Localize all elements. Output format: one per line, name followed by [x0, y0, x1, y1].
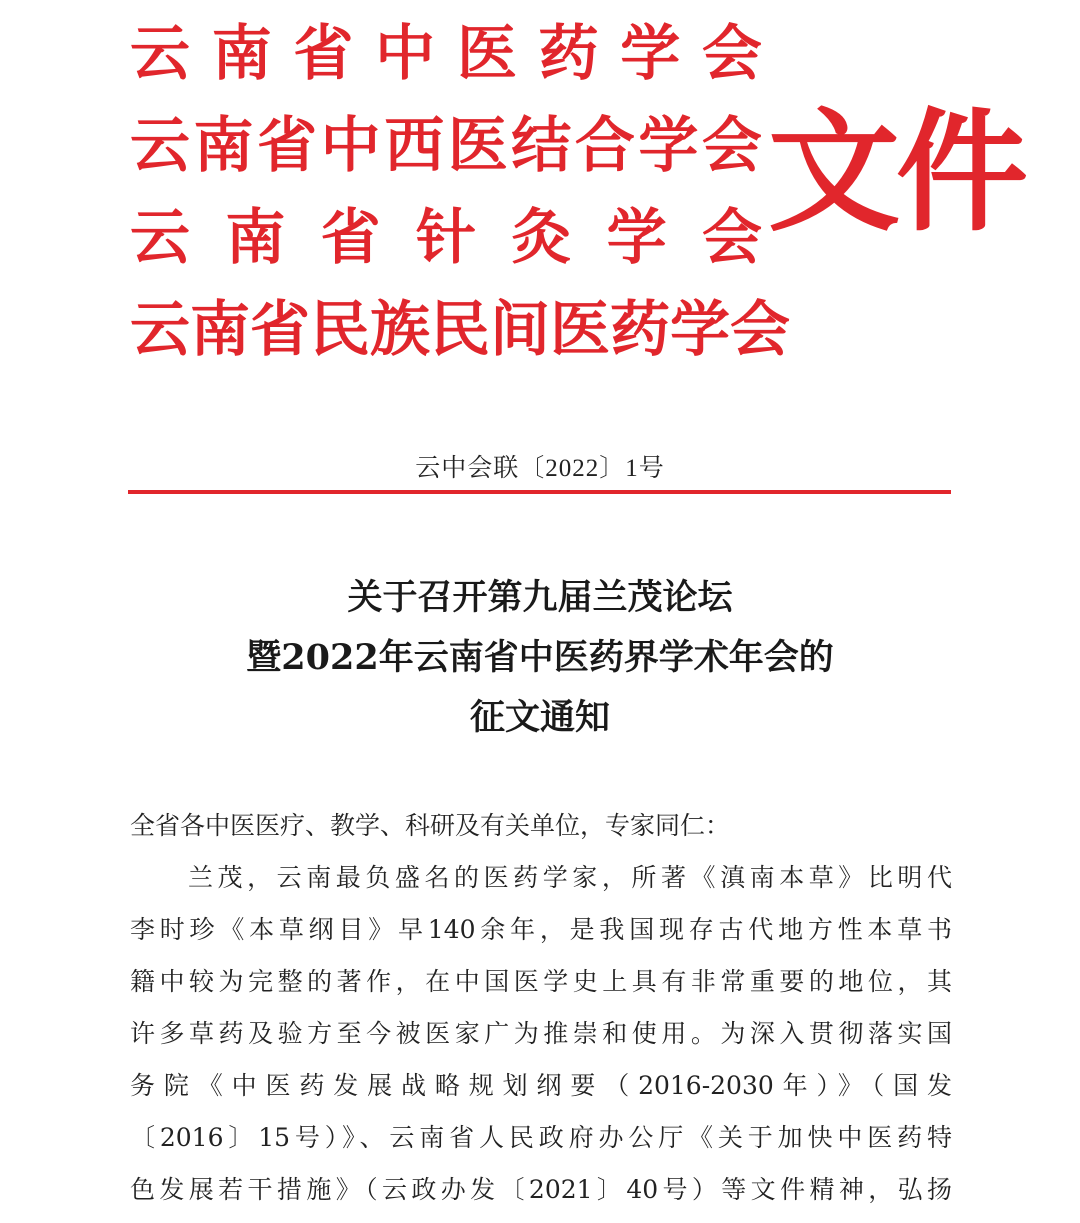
title-line-2: 暨2022年云南省中医药界学术年会的 — [246, 637, 834, 678]
issuing-organizations — [130, 8, 790, 376]
document-type-word: 文件 — [768, 95, 1024, 250]
title-line-1: 关于召开第九届兰茂论坛 — [347, 577, 733, 618]
paragraph-line-5: 务院《中医药发展战略规划纲要（2016-2030年）》（国发 — [130, 1071, 952, 1100]
paragraph-line-3: 籍中较为完整的著作，在中国医学史上具有非常重要的地位，其 — [130, 967, 952, 996]
notice-title — [0, 568, 1080, 748]
paragraph-line-2: 李时珍《本草纲目》早140余年，是我国现存古代地方性本草书 — [130, 915, 952, 944]
title-line-3: 征文通知 — [469, 697, 610, 738]
red-separator-line — [128, 490, 951, 494]
document-number: 云中会联〔2022〕1号 — [415, 455, 665, 482]
paragraph-line-7: 色发展若干措施》（云政办发〔2021〕40号）等文件精神，弘扬 — [130, 1175, 952, 1204]
salutation: 全省各中医医疗、教学、科研及有关单位，专家同仁： — [130, 811, 731, 840]
notice-body — [130, 800, 952, 1216]
org-line-1: 云 南 省 中 医 药 学 会 — [130, 19, 762, 89]
org-line-4: 云 南 省 民 族 民 间 医 药 学 会 — [130, 295, 790, 365]
paragraph-line-1: 兰茂，云南最负盛名的医药学家，所著《滇南本草》比明代 — [188, 863, 952, 892]
org-line-3: 云 南 省 针 灸 学 会 — [130, 203, 762, 273]
paragraph-line-4: 许多草药及验方至今被医家广为推崇和使用。为深入贯彻落实国 — [130, 1019, 952, 1048]
org-line-2: 云 南 省 中 西 医 结 合 学 会 — [130, 111, 762, 181]
paragraph-line-6: 〔2016〕15号）》、云南省人民政府办公厅《关于加快中医药特 — [130, 1123, 952, 1152]
